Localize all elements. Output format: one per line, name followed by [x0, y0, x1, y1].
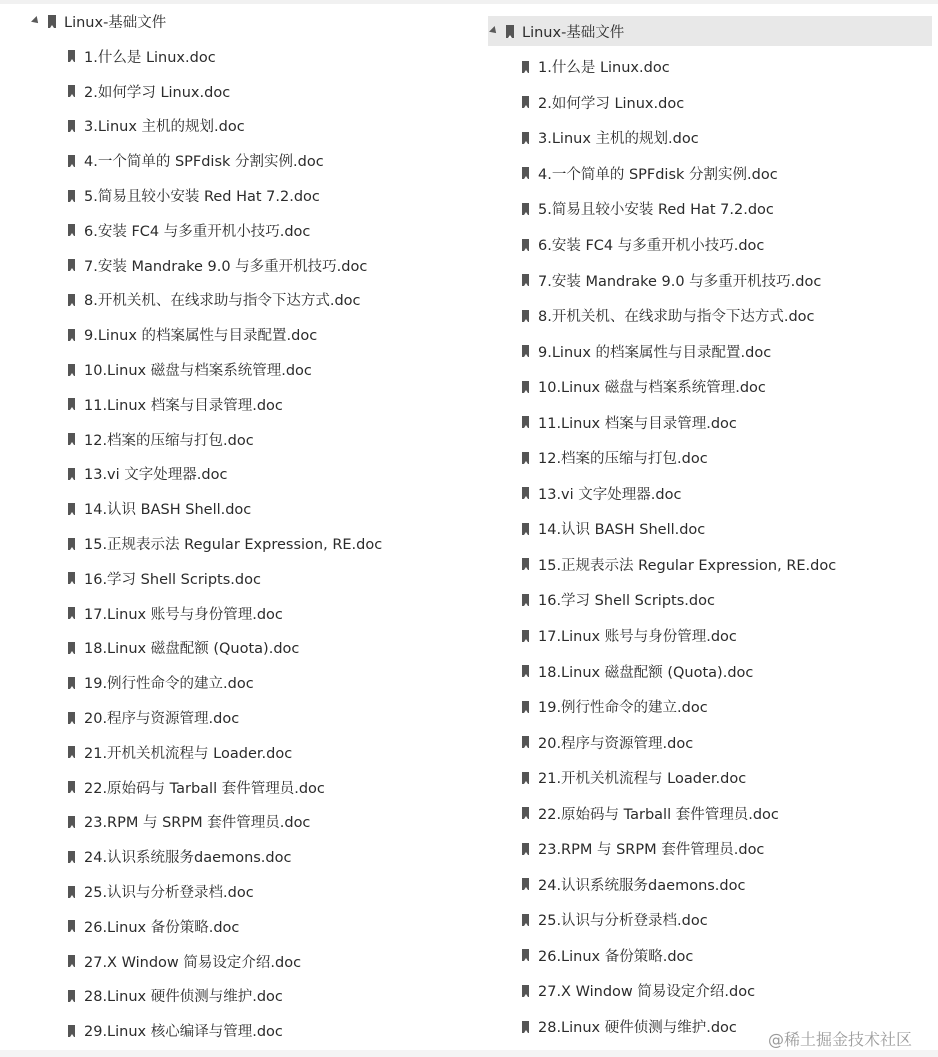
tree-item-label: 22.原始码与 Tarball 套件管理员.doc: [538, 806, 779, 823]
tree-item-label: 2.如何学习 Linux.doc: [84, 84, 231, 101]
tree-item-label: 12.档案的压缩与打包.doc: [538, 451, 708, 468]
bookmark-icon: [522, 274, 529, 286]
bookmark-icon: [522, 665, 529, 677]
bookmark-icon: [522, 167, 529, 179]
tree-item[interactable]: [522, 795, 836, 831]
watermark-text: @稀土掘金技术社区: [768, 1030, 913, 1049]
bookmark-icon: [68, 468, 75, 480]
bookmark-icon: [522, 807, 529, 819]
tree-item-label: 15.正规表示法 Regular Expression, RE.doc: [84, 537, 383, 554]
bookmark-icon: [68, 364, 75, 376]
tree-item-label: 14.认识 BASH Shell.doc: [538, 522, 706, 539]
tree-item[interactable]: [522, 902, 836, 938]
tree-item-label: 13.vi 文字处理器.doc: [538, 486, 682, 503]
bookmark-icon: [68, 329, 75, 341]
bookmark-icon: [68, 990, 75, 1002]
bookmark-icon: [68, 712, 75, 724]
tree-item[interactable]: [68, 839, 382, 874]
bookmark-icon: [68, 816, 75, 828]
tree-item-label: 12.档案的压缩与打包.doc: [84, 432, 254, 449]
tree-root-label: Linux-基础文件: [522, 24, 625, 41]
tree-item[interactable]: [68, 178, 382, 213]
tree-item-label: 9.Linux 的档案属性与目录配置.doc: [84, 328, 318, 345]
tree-item[interactable]: [68, 422, 382, 457]
bookmark-icon: [68, 886, 75, 898]
bookmark-icon: [68, 294, 75, 306]
bookmark-icon: [522, 523, 529, 535]
bookmark-icon: [68, 642, 75, 654]
bookmark-icon: [522, 61, 529, 73]
tree-item-label: 17.Linux 账号与身份管理.doc: [84, 606, 283, 623]
tree-item-label: 27.X Window 简易设定介绍.doc: [538, 984, 756, 1001]
tree-item[interactable]: [522, 156, 836, 192]
tree-item[interactable]: [68, 665, 382, 700]
bookmark-icon: [68, 398, 75, 410]
tree-item[interactable]: [68, 387, 382, 422]
tree-item-label: 29.Linux 核心编译与管理.doc: [84, 1024, 283, 1041]
tree-item-label: 26.Linux 备份策略.doc: [84, 919, 240, 936]
tree-item-label: 23.RPM 与 SRPM 套件管理员.doc: [538, 842, 765, 859]
tree-item-label: 5.简易且较小安装 Red Hat 7.2.doc: [538, 202, 774, 219]
tree-item[interactable]: [68, 457, 382, 492]
bookmark-icon: [522, 452, 529, 464]
tree-item-label: 8.开机关机、在线求助与指令下达方式.doc: [84, 293, 361, 310]
bookmark-icon: [522, 736, 529, 748]
bookmark-icon: [68, 259, 75, 271]
bookmark-icon: [68, 746, 75, 758]
bookmark-icon: [68, 781, 75, 793]
tree-item[interactable]: [522, 689, 836, 725]
tree-item[interactable]: [68, 74, 382, 109]
bookmark-icon: [522, 558, 529, 570]
tree-item-label: 17.Linux 账号与身份管理.doc: [538, 629, 737, 646]
tree-item[interactable]: [522, 440, 836, 476]
bookmark-icon: [522, 594, 529, 606]
tree-item[interactable]: [522, 333, 836, 369]
tree-item[interactable]: [68, 631, 382, 666]
tree-item[interactable]: [68, 109, 382, 144]
tree-item-label: 9.Linux 的档案属性与目录配置.doc: [538, 344, 772, 361]
tree-item[interactable]: [68, 735, 382, 770]
tree-item[interactable]: [522, 191, 836, 227]
tree-item-label: 11.Linux 档案与目录管理.doc: [538, 415, 737, 432]
bookmark-icon: [68, 1025, 75, 1037]
tree-item[interactable]: [522, 298, 836, 334]
bookmark-icon: [68, 433, 75, 445]
expanded-arrow-icon[interactable]: [31, 16, 41, 26]
bookmark-icon: [68, 120, 75, 132]
bookmark-icon: [522, 630, 529, 642]
tree-item-label: 21.开机关机流程与 Loader.doc: [538, 771, 747, 788]
bookmark-icon: [68, 955, 75, 967]
bookmark-icon: [522, 203, 529, 215]
tree-root-node[interactable]: [30, 7, 470, 35]
bookmark-icon: [68, 50, 75, 62]
tree-item[interactable]: [522, 49, 836, 85]
tree-item-label: 10.Linux 磁盘与档案系统管理.doc: [538, 380, 766, 397]
tree-item-label: 6.安装 FC4 与多重开机小技巧.doc: [538, 238, 765, 254]
tree-item-label: 18.Linux 磁盘配额 (Quota).doc: [538, 664, 754, 681]
bookmark-icon: [68, 503, 75, 515]
tree-item-label: 28.Linux 硬件侦测与维护.doc: [84, 989, 283, 1006]
tree-item-label: 24.认识系统服务daemons.doc: [538, 877, 746, 894]
tree-item-label: 21.开机关机流程与 Loader.doc: [84, 745, 293, 762]
tree-item-label: 20.程序与资源管理.doc: [84, 711, 240, 728]
tree-item[interactable]: [522, 85, 836, 121]
tree-item-label: 10.Linux 磁盘与档案系统管理.doc: [84, 363, 312, 380]
tree-item[interactable]: [68, 248, 382, 283]
bookmark-icon: [68, 677, 75, 689]
tree-item[interactable]: [522, 867, 836, 903]
tree-item[interactable]: [68, 700, 382, 735]
tree-item-list: [68, 39, 382, 1048]
tree-item[interactable]: [68, 491, 382, 526]
tree-item[interactable]: [68, 944, 382, 979]
right-tree-panel: [480, 0, 938, 1057]
tree-item[interactable]: [522, 724, 836, 760]
bookmark-icon: [68, 607, 75, 619]
tree-item-label: 3.Linux 主机的规划.doc: [84, 119, 245, 136]
tree-item[interactable]: [522, 404, 836, 440]
bookmark-icon: [522, 985, 529, 997]
tree-item[interactable]: [68, 39, 382, 74]
bookmark-icon: [68, 920, 75, 932]
tree-item[interactable]: [68, 596, 382, 631]
bookmark-icon: [68, 190, 75, 202]
tree-item-label: 15.正规表示法 Regular Expression, RE.doc: [538, 557, 837, 574]
tree-item-label: 25.认识与分析登录档.doc: [84, 885, 254, 902]
bookmark-icon: [68, 224, 75, 236]
tree-item[interactable]: [68, 561, 382, 596]
tree-item-label: 23.RPM 与 SRPM 套件管理员.doc: [84, 815, 311, 832]
bottom-edge: [0, 1050, 938, 1057]
tree-item[interactable]: [68, 770, 382, 805]
tree-item[interactable]: [68, 874, 382, 909]
bookmark-icon: [68, 538, 75, 550]
tree-item[interactable]: [522, 511, 836, 547]
tree-item[interactable]: [522, 262, 836, 298]
tree-item-label: 18.Linux 磁盘配额 (Quota).doc: [84, 641, 300, 658]
tree-item-label: 20.程序与资源管理.doc: [538, 735, 694, 752]
tree-item[interactable]: [522, 760, 836, 796]
tree-item-label: 7.安装 Mandrake 9.0 与多重开机技巧.doc: [538, 273, 822, 290]
bookmark-icon: [522, 416, 529, 428]
tree-item-label: 16.学习 Shell Scripts.doc: [538, 593, 715, 610]
tree-item[interactable]: [522, 369, 836, 405]
bookmark-icon: [522, 1021, 529, 1033]
tree-item-label: 25.认识与分析登录档.doc: [538, 913, 708, 930]
tree-item[interactable]: [68, 909, 382, 944]
tree-item-label: 5.简易且较小安装 Red Hat 7.2.doc: [84, 189, 320, 206]
tree-item-label: 8.开机关机、在线求助与指令下达方式.doc: [538, 309, 815, 326]
tree-item[interactable]: [68, 805, 382, 840]
tree-item-label: 4.一个简单的 SPFdisk 分割实例.doc: [538, 166, 778, 183]
tree-item[interactable]: [522, 476, 836, 512]
tree-item[interactable]: [522, 227, 836, 263]
tree-item[interactable]: [522, 120, 836, 156]
tree-item-label: 1.什么是 Linux.doc: [538, 60, 670, 77]
bookmark-icon: [48, 15, 56, 28]
tree-item-label: 19.例行性命令的建立.doc: [538, 700, 708, 717]
tree-item-label: 2.如何学习 Linux.doc: [538, 95, 685, 112]
tree-item[interactable]: [522, 618, 836, 654]
tree-item[interactable]: [68, 283, 382, 318]
tree-item-label: 24.认识系统服务daemons.doc: [84, 850, 292, 867]
bookmark-icon: [522, 701, 529, 713]
tree-item-label: 16.学习 Shell Scripts.doc: [84, 571, 261, 588]
tree-item-label: 7.安装 Mandrake 9.0 与多重开机技巧.doc: [84, 258, 368, 275]
bookmark-icon: [522, 487, 529, 499]
tree-item-label: 3.Linux 主机的规划.doc: [538, 131, 699, 148]
bookmark-icon: [522, 310, 529, 322]
tree-item-label: 27.X Window 简易设定介绍.doc: [84, 954, 302, 971]
tree-item[interactable]: [522, 938, 836, 974]
tree-item-label: 19.例行性命令的建立.doc: [84, 676, 254, 693]
tree-item[interactable]: [68, 143, 382, 178]
bookmark-icon: [68, 85, 75, 97]
bookmark-icon: [68, 155, 75, 167]
tree-item[interactable]: [522, 653, 836, 689]
bookmark-icon: [522, 345, 529, 357]
tree-item-label: 13.vi 文字处理器.doc: [84, 467, 228, 484]
tree-item[interactable]: [522, 973, 836, 1009]
bookmark-icon: [522, 132, 529, 144]
tree-item-label: 22.原始码与 Tarball 套件管理员.doc: [84, 780, 325, 797]
expanded-arrow-icon[interactable]: [489, 26, 499, 36]
tree-root-node-selected[interactable]: [488, 16, 932, 46]
tree-item-label: 28.Linux 硬件侦测与维护.doc: [538, 1020, 737, 1037]
bookmark-icon: [68, 572, 75, 584]
tree-root-label: Linux-基础文件: [64, 14, 167, 31]
tree-item-list: [522, 49, 836, 1044]
bookmark-icon: [522, 878, 529, 890]
tree-item[interactable]: [68, 352, 382, 387]
tree-item[interactable]: [522, 547, 836, 583]
bookmark-icon: [522, 239, 529, 251]
bookmark-icon: [522, 843, 529, 855]
bookmark-icon: [522, 96, 529, 108]
tree-item-label: 14.认识 BASH Shell.doc: [84, 502, 252, 519]
tree-item-label: 4.一个简单的 SPFdisk 分割实例.doc: [84, 154, 324, 171]
bookmark-icon: [522, 381, 529, 393]
tree-item[interactable]: [68, 213, 382, 248]
tree-item[interactable]: [68, 317, 382, 352]
bookmark-icon: [506, 25, 514, 38]
bookmark-icon: [522, 914, 529, 926]
tree-item[interactable]: [522, 831, 836, 867]
tree-item-label: 1.什么是 Linux.doc: [84, 49, 216, 66]
tree-item[interactable]: [68, 526, 382, 561]
tree-item[interactable]: [68, 1013, 382, 1048]
tree-item-label: 6.安装 FC4 与多重开机小技巧.doc: [84, 223, 311, 240]
tree-item[interactable]: [68, 979, 382, 1014]
tree-item-label: 26.Linux 备份策略.doc: [538, 948, 694, 965]
bookmark-icon: [68, 851, 75, 863]
bookmark-icon: [522, 772, 529, 784]
tree-item-label: 11.Linux 档案与目录管理.doc: [84, 397, 283, 414]
tree-item[interactable]: [522, 582, 836, 618]
bookmark-icon: [522, 949, 529, 961]
